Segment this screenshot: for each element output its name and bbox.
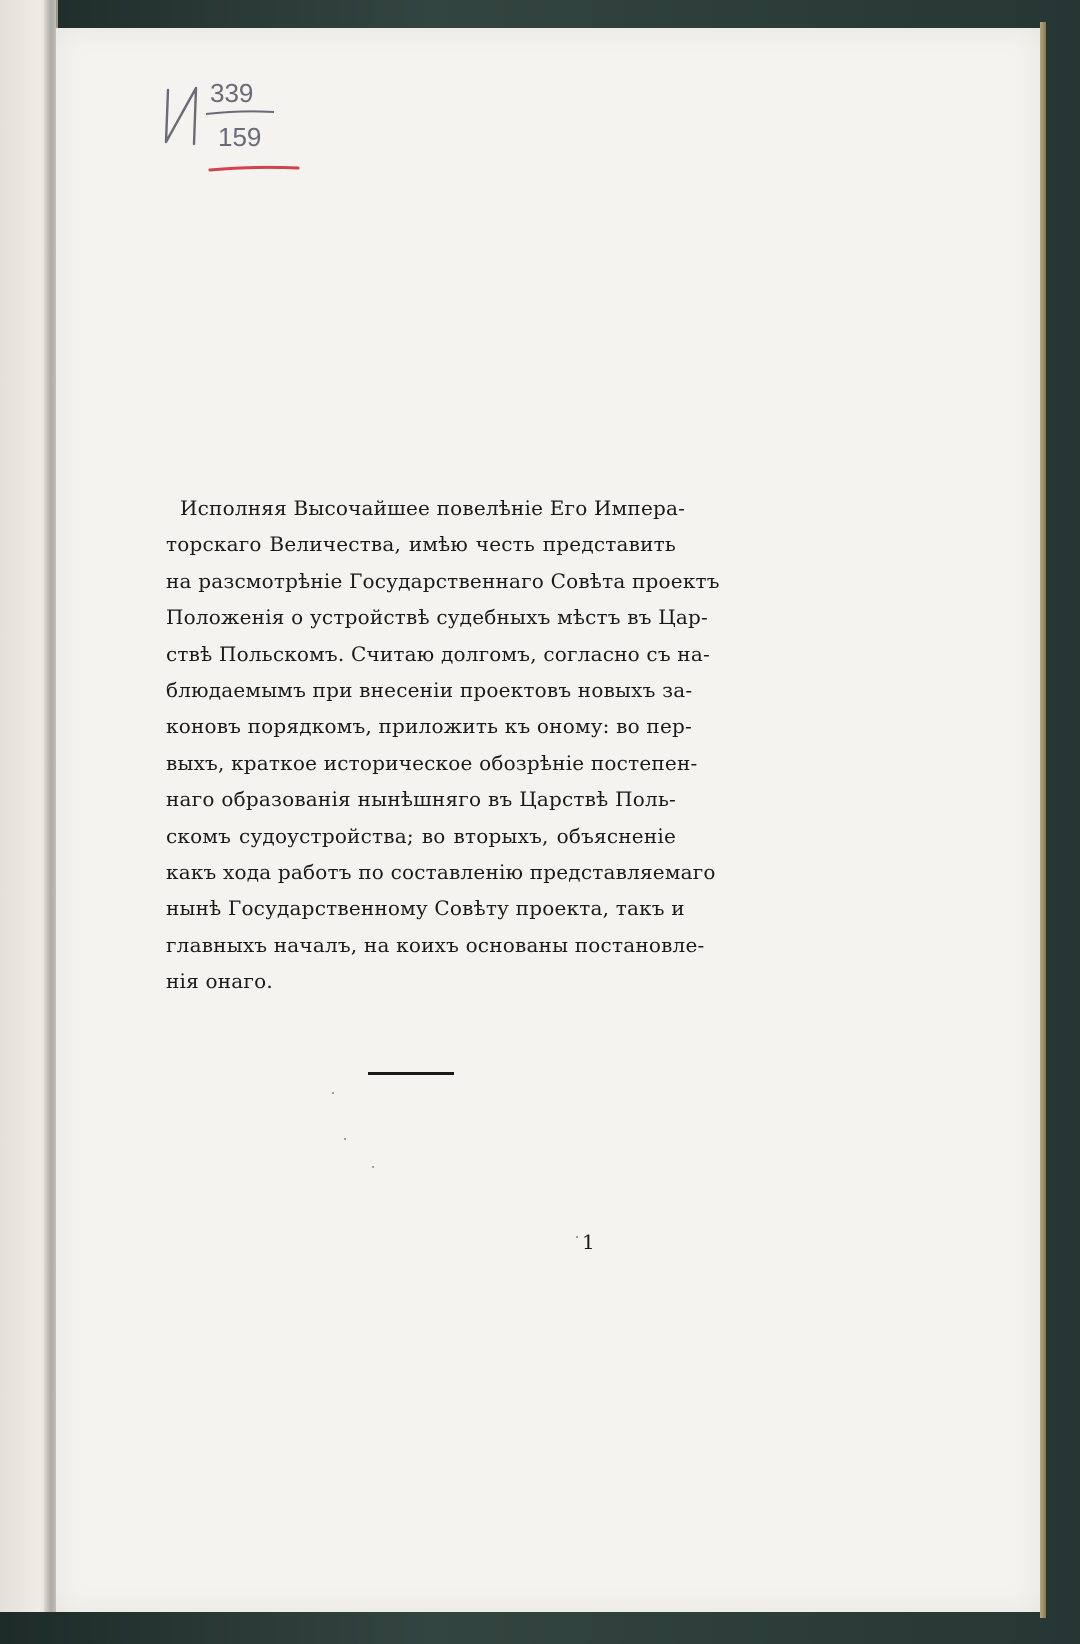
paragraph-line: торскаго Величества, имѣю честь представить [166,532,676,557]
paragraph-line: нынѣ Государственному Совѣту проекта, такъ и [166,896,685,921]
paragraph-line: скомъ судоустройства; во вторыхъ, объясненіе [166,823,676,848]
paragraph-line: Исполняя Высочайшее повелѣніе Его Импера- [180,496,686,520]
speck [332,1092,334,1094]
handwritten-shelfmark [162,80,312,176]
paragraph-line: главныхъ началъ, на коихъ основаны постановле- [166,932,705,957]
paragraph-line: какъ хода работъ по составленію представляемаго [166,860,716,885]
paragraph-line: Положенія о устройствѣ судебныхъ мѣстъ въ Цар- [166,605,708,630]
paragraph-line: выхъ, краткое историческое обозрѣніе постепен- [166,750,698,775]
paragraph-line: на разсмотрѣніе Государственнаго Совѣта проектъ [166,568,720,593]
paragraph-line: коновъ порядкомъ, приложить къ оному: во пер- [166,714,692,739]
speck [344,1138,346,1140]
page-number: 1 [582,1230,595,1254]
shelfmark-top-number: 339 [210,78,254,108]
speck [372,1166,374,1168]
paragraph-line: блюдаемымъ при внесеніи проектовъ новыхъ за- [166,678,693,703]
main-paragraph [166,490,720,1000]
shelfmark-drawing [162,80,312,176]
section-rule [368,1072,454,1075]
right-page-edge [1040,22,1046,1618]
paragraph-line: наго образованія нынѣшняго въ Царствѣ Поль- [166,787,676,812]
speck [576,1236,578,1238]
shelfmark-bottom-number: 159 [218,122,262,152]
paragraph-line: ствѣ Польскомъ. Считаю долгомъ, согласно съ на- [166,641,710,666]
paragraph-line: нія онаго. [166,969,273,994]
